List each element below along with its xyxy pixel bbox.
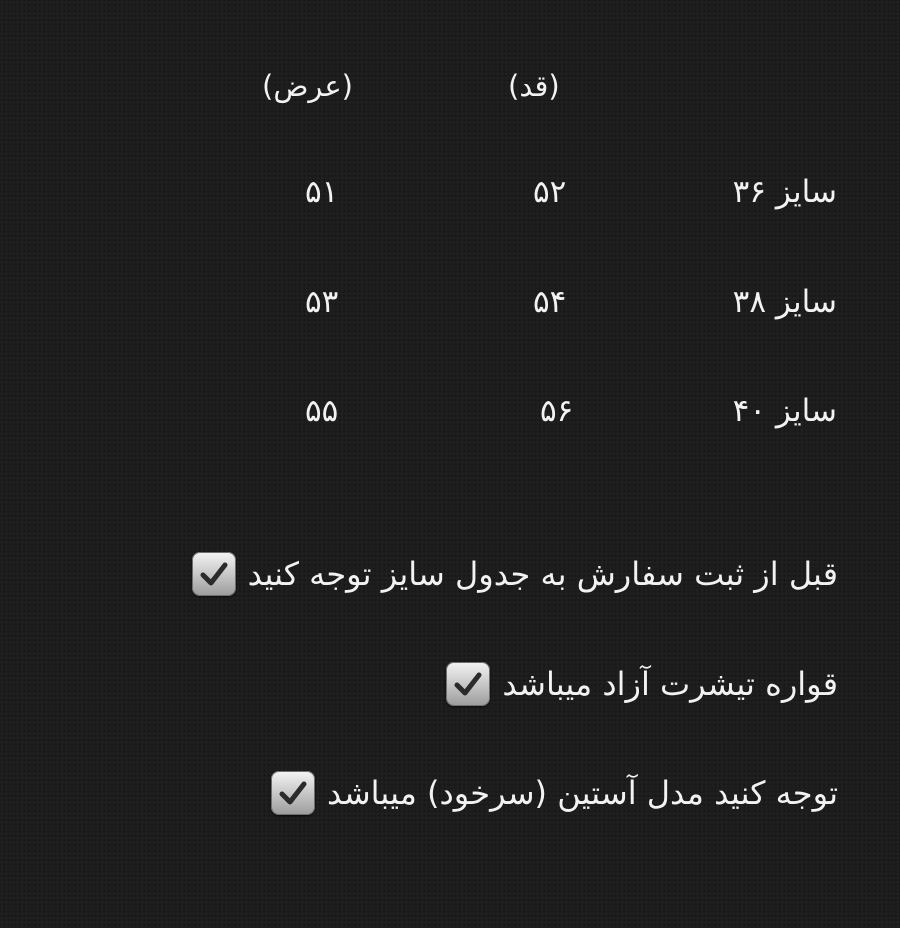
row-width-36: ۵۱ [305,174,339,210]
note-loose-fit [446,662,838,706]
row-length-40: ۵۶ [540,393,574,429]
row-length-36: ۵۲ [533,174,567,210]
row-size-36: سایز ۳۶ [732,174,837,210]
header-length: (قد) [508,69,560,103]
note-text: قواره تیشرت آزاد میباشد [502,665,838,703]
note-sleeve-model [271,771,838,815]
row-length-38: ۵۴ [533,284,567,320]
header-width: (عرض) [262,69,353,103]
check-mark-icon [446,662,490,706]
note-check-size-table [192,552,838,596]
row-size-40: سایز ۴۰ [732,393,837,429]
row-width-38: ۵۳ [305,284,339,320]
check-mark-icon [192,552,236,596]
note-text: قبل از ثبت سفارش به جدول سایز توجه کنید [247,555,838,593]
note-text: توجه کنید مدل آستین (سرخود) میباشد [327,774,838,812]
row-size-38: سایز ۳۸ [732,284,837,320]
row-width-40: ۵۵ [305,393,339,429]
check-mark-icon [271,771,315,815]
